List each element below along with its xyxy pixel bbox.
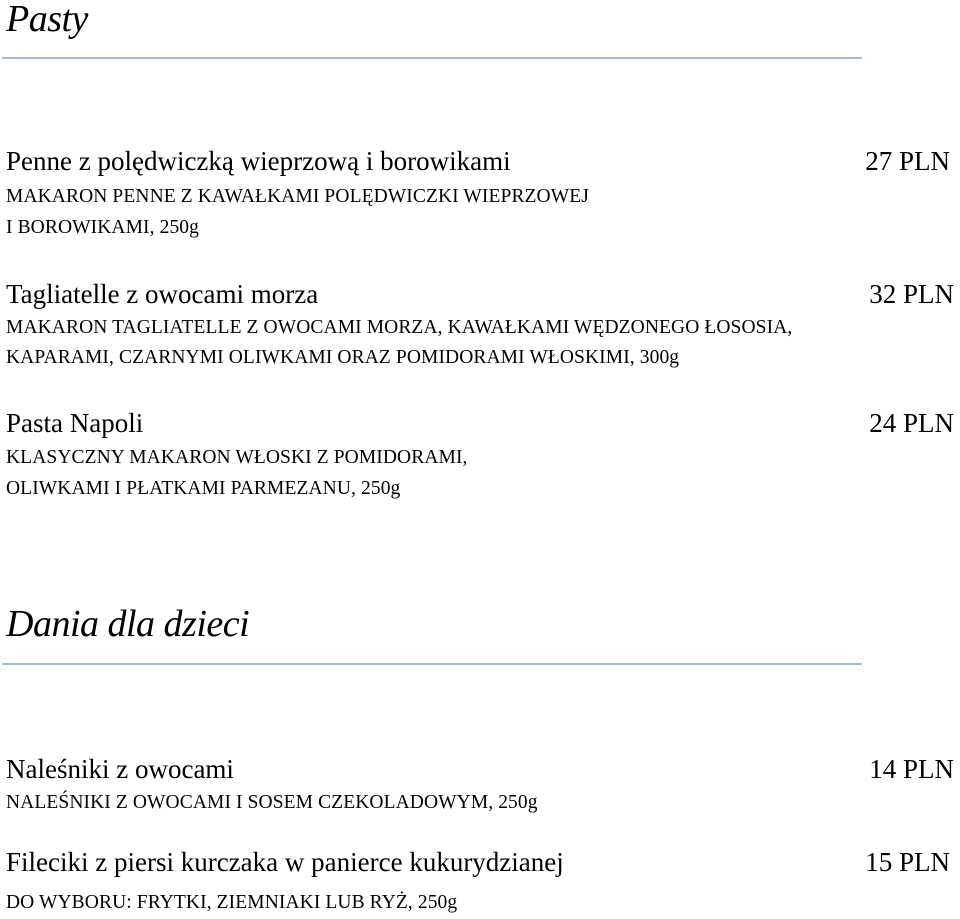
dish-price-tagliatelle: 32 PLN bbox=[869, 279, 954, 309]
section-title-dania-dla-dzieci: Dania dla dzieci bbox=[6, 603, 250, 645]
dish-description-fileciki: DO WYBORU: FRYTKI, ZIEMNIAKI LUB RYŻ, 250g bbox=[6, 892, 458, 913]
dish-description-tagliatelle-line-2: KAPARAMI, CZARNYMI OLIWKAMI ORAZ POMIDORAMI WŁOSKIMI, 300g bbox=[6, 347, 680, 368]
dish-name-penne: Penne z polędwiczką wieprzową i borowikami bbox=[6, 146, 511, 176]
dish-price-penne: 27 PLN bbox=[865, 146, 950, 176]
section-divider-dania-dla-dzieci bbox=[2, 663, 862, 665]
dish-name-nalesniki: Naleśniki z owocami bbox=[6, 754, 234, 784]
dish-price-pasta-napoli: 24 PLN bbox=[869, 408, 954, 438]
section-title-pasty: Pasty bbox=[6, 0, 88, 40]
section-divider-pasty bbox=[2, 57, 862, 59]
dish-description-pasta-napoli-line-2: OLIWKAMI I PŁATKAMI PARMEZANU, 250g bbox=[6, 478, 401, 499]
dish-description-pasta-napoli-line-1: KLASYCZNY MAKARON WŁOSKI Z POMIDORAMI, bbox=[6, 447, 468, 468]
dish-description-tagliatelle-line-1: MAKARON TAGLIATELLE Z OWOCAMI MORZA, KAWAŁKAMI WĘDZONEGO ŁOSOSIA, bbox=[6, 317, 793, 338]
dish-name-fileciki: Fileciki z piersi kurczaka w panierce kukurydzianej bbox=[6, 847, 564, 877]
dish-price-nalesniki: 14 PLN bbox=[869, 754, 954, 784]
dish-description-penne-line-2: I BOROWIKAMI, 250g bbox=[6, 217, 199, 238]
dish-name-tagliatelle: Tagliatelle z owocami morza bbox=[6, 279, 319, 309]
dish-description-penne-line-1: MAKARON PENNE Z KAWAŁKAMI POLĘDWICZKI WIEPRZOWEJ bbox=[6, 186, 589, 207]
dish-price-fileciki: 15 PLN bbox=[865, 847, 950, 877]
dish-name-pasta-napoli: Pasta Napoli bbox=[6, 408, 144, 438]
dish-description-nalesniki: NALEŚNIKI Z OWOCAMI I SOSEM CZEKOLADOWYM, 250g bbox=[6, 792, 538, 813]
